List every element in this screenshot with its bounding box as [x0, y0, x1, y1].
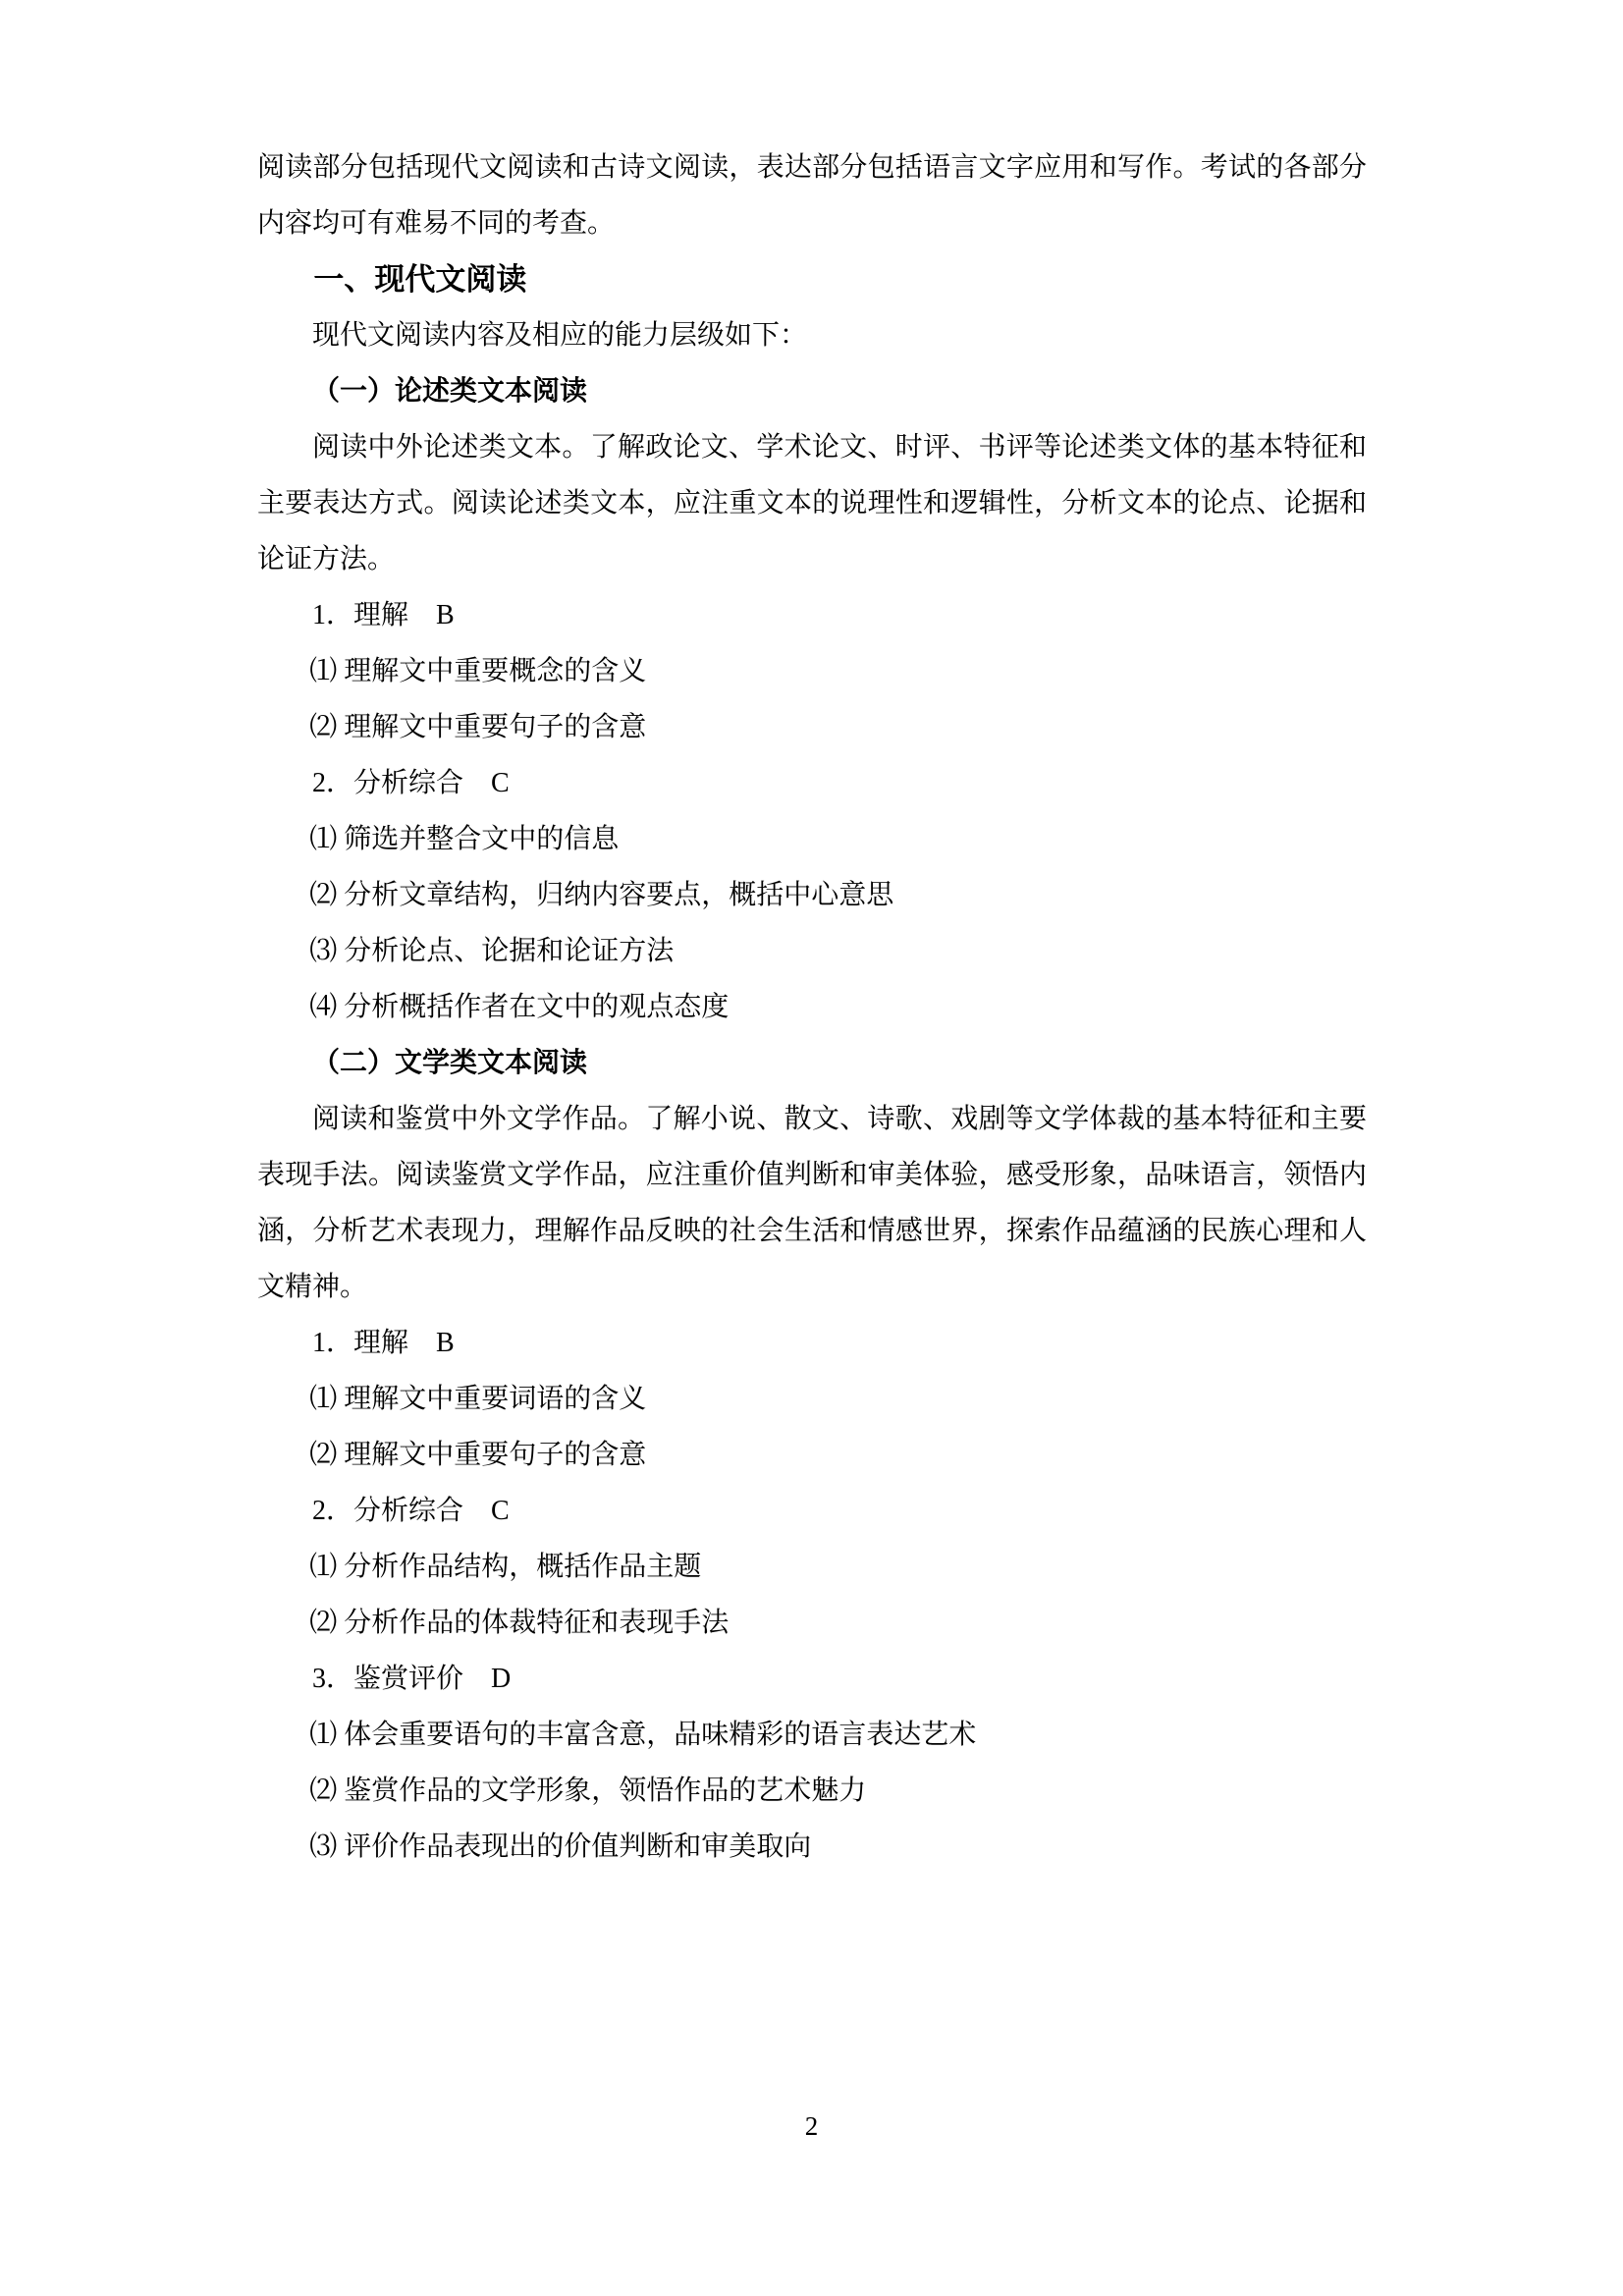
section-heading-modern-text-reading: 一、现代文阅读 — [313, 262, 527, 297]
outline-subitem: ⑷ 分析概括作者在文中的观点态度 — [309, 992, 730, 1022]
outline-subitem: ⑴ 理解文中重要概念的含义 — [309, 656, 647, 686]
outline-item-understand-b: 1．理解 B — [312, 600, 455, 630]
lead-paragraph-ability-levels: 现代文阅读内容及相应的能力层级如下： — [312, 320, 808, 351]
page-number: 2 — [804, 2111, 819, 2141]
outline-subitem: ⑶ 评价作品表现出的价值判断和审美取向 — [309, 1831, 812, 1862]
subsection-heading-literary-texts: （二）文学类文本阅读 — [312, 1048, 588, 1078]
outline-subitem: ⑵ 分析作品的体裁特征和表现手法 — [309, 1608, 730, 1638]
outline-item-appreciate-d: 3．鉴赏评价 D — [312, 1664, 512, 1694]
document-content — [257, 139, 1367, 1875]
outline-subitem: ⑴ 理解文中重要词语的含义 — [309, 1384, 647, 1414]
intro-paragraph: 阅读部分包括现代文阅读和古诗文阅读，表达部分包括语言文字应用和写作。考试的各部分内容均可有难易不同的考查。 — [257, 152, 1367, 239]
outline-subitem: ⑵ 分析文章结构，归纳内容要点，概括中心意思 — [309, 880, 894, 910]
paragraph-argumentative-description: 阅读中外论述类文本。了解政论文、学术论文、时评、书评等论述类文体的基本特征和主要表达方式。阅读论述类文本，应注重文本的说理性和逻辑性，分析文本的论点、论据和论证方法。 — [257, 432, 1367, 574]
subsection-heading-argumentative-texts: （一）论述类文本阅读 — [312, 376, 588, 407]
outline-subitem: ⑵ 鉴赏作品的文学形象，领悟作品的艺术魅力 — [309, 1776, 867, 1806]
outline-subitem: ⑶ 分析论点、论据和论证方法 — [309, 936, 675, 966]
outline-subitem: ⑵ 理解文中重要句子的含意 — [309, 712, 647, 742]
paragraph-literary-description: 阅读和鉴赏中外文学作品。了解小说、散文、诗歌、戏剧等文学体裁的基本特征和主要表现手法。阅读鉴赏文学作品，应注重价值判断和审美体验，感受形象，品味语言，领悟内涵，分析艺术表现力，理解作品反映的社会生活和情感世界，探索作品蕴涵的民族心理和人文精神。 — [257, 1104, 1367, 1302]
outline-subitem: ⑴ 分析作品结构，概括作品主题 — [309, 1552, 702, 1582]
outline-item-analyze-c: 2．分析综合 C — [312, 1496, 510, 1526]
outline-subitem: ⑵ 理解文中重要句子的含意 — [309, 1440, 647, 1470]
outline-subitem: ⑴ 体会重要语句的丰富含意，品味精彩的语言表达艺术 — [309, 1720, 977, 1750]
outline-item-analyze-c: 2．分析综合 C — [312, 768, 510, 798]
outline-item-understand-b: 1．理解 B — [312, 1328, 455, 1358]
outline-subitem: ⑴ 筛选并整合文中的信息 — [309, 824, 620, 854]
